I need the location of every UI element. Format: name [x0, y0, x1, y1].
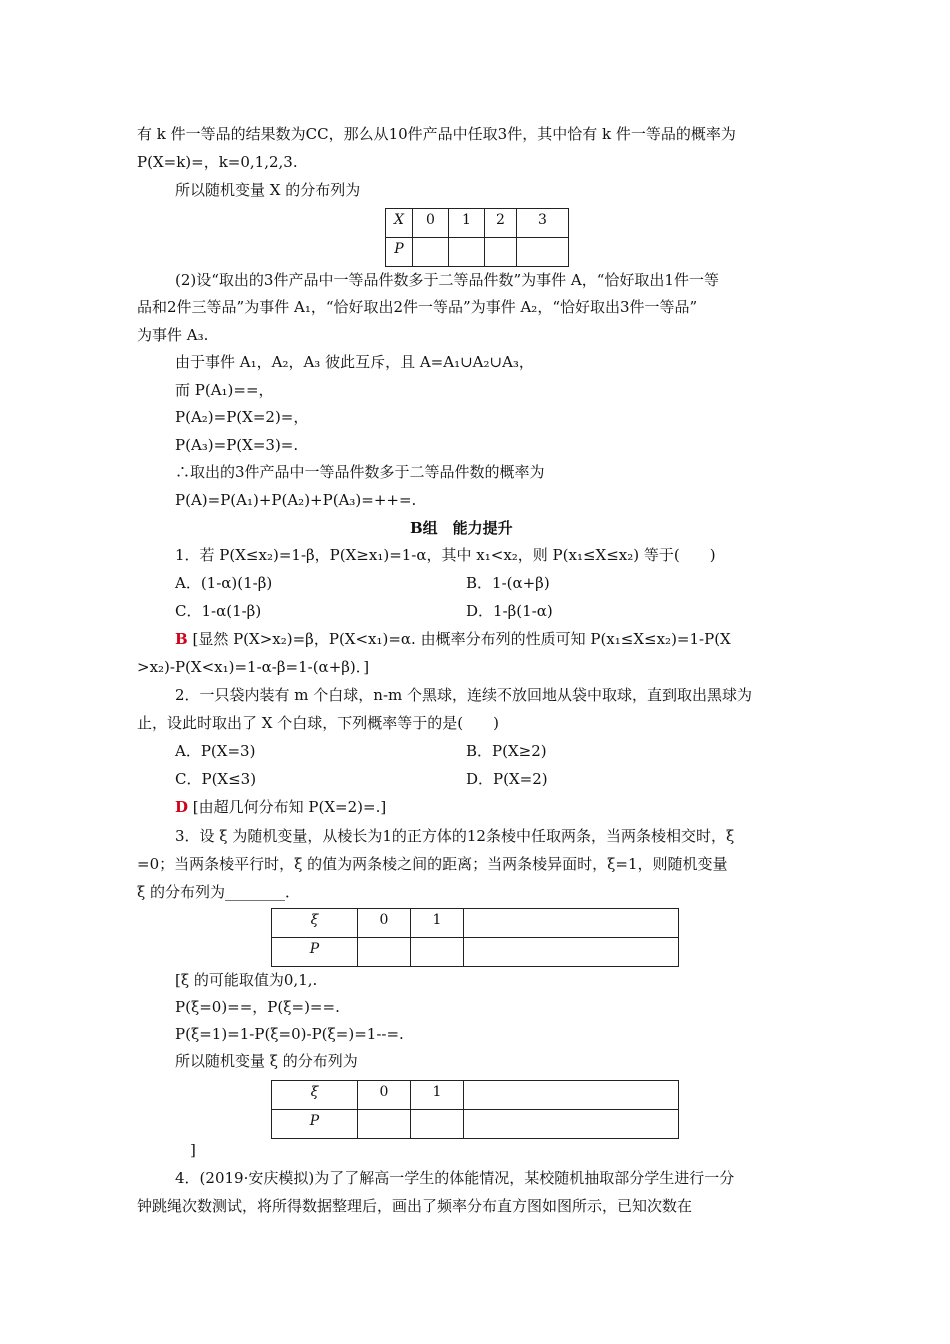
table-header-cell: 0: [413, 209, 449, 238]
table-cell: [517, 238, 569, 267]
question-stem: =0；当两条棱平行时，ξ 的值为两条棱之间的距离；当两条棱异面时，ξ=1，则随机变量: [137, 855, 728, 873]
distribution-table-x: [385, 208, 569, 267]
text-line: 由于事件 A₁，A₂，A₃ 彼此互斥，且 A=A₁∪A₂∪A₃，: [175, 353, 534, 371]
option-b: B．1-(α+β): [466, 574, 550, 592]
explanation-text: >x₂)-P(X<x₁)=1-α-β=1-(α+β)．]: [137, 658, 370, 676]
text-line: 有 k 件一等品的结果数为CC，那么从10件产品中任取3件，其中恰有 k 件一等品的概率为: [137, 125, 736, 143]
answer-letter: B: [175, 630, 188, 648]
distribution-table-xi: [271, 908, 679, 967]
answer-letter: D: [175, 798, 189, 816]
answer-line: [175, 797, 386, 817]
question-stem: ξ 的分布列为________．: [137, 883, 301, 901]
table-cell: [411, 1110, 464, 1139]
question-stem: 2．一只袋内装有 m 个白球，n-m 个黑球，连续不放回地从袋中取球，直到取出黑球为: [175, 686, 753, 704]
table-cell: P: [386, 238, 413, 267]
table-header-cell: 1: [449, 209, 485, 238]
option-a: A．P(X=3): [175, 742, 256, 760]
table-header-cell: 1: [411, 909, 464, 938]
text-line: P(A)=P(A₁)+P(A₂)+P(A₃)=++=.: [175, 491, 417, 509]
distribution-table-xi-answer: [271, 1080, 679, 1139]
text-line: 所以随机变量 X 的分布列为: [175, 181, 361, 199]
option-d: D．1-β(1-α): [466, 602, 553, 620]
table-header-cell: ξ: [272, 1081, 358, 1110]
table-cell: P: [272, 938, 358, 967]
table-cell: [358, 1110, 411, 1139]
table-header-cell: [464, 1081, 679, 1110]
option-b: B．P(X≥2): [466, 742, 547, 760]
table-cell: [485, 238, 517, 267]
question-stem: 4．(2019·安庆模拟)为了了解高一学生的体能情况，某校随机抽取部分学生进行一分: [175, 1169, 735, 1187]
text-line: 而 P(A₁)==，: [175, 381, 274, 399]
table-cell: [449, 238, 485, 267]
table-cell: [413, 238, 449, 267]
explanation-text: [显然 P(X>x₂)=β，P(X<x₁)=α. 由概率分布列的性质可知 P(x₁≤X≤x₂)=1-P(X: [192, 630, 731, 648]
table-header-cell: [464, 909, 679, 938]
text-line: P(A₃)=P(X=3)=.: [175, 436, 299, 454]
text-line: (2)设“取出的3件产品中一等品件数多于二等品件数”为事件 A，“恰好取出1件一等: [175, 271, 719, 289]
table-header-cell: 0: [358, 909, 411, 938]
text-line: P(A₂)=P(X=2)=，: [175, 408, 309, 426]
table-header-cell: 1: [411, 1081, 464, 1110]
question-stem: 止，设此时取出了 X 个白球，下列概率等于的是( ): [137, 714, 499, 732]
answer-line: [175, 629, 731, 649]
table-cell: [411, 938, 464, 967]
option-c: C．1-α(1-β): [175, 602, 262, 620]
explanation-text: P(ξ=0)==，P(ξ=)==.: [175, 998, 340, 1016]
question-stem: 钟跳绳次数测试，将所得数据整理后，画出了频率分布直方图如图所示，已知次数在: [137, 1197, 693, 1215]
table-cell: P: [272, 1110, 358, 1139]
option-a: A．(1-α)(1-β): [175, 574, 273, 592]
table-header-cell: X: [386, 209, 413, 238]
explanation-text: P(ξ=1)=1-P(ξ=0)-P(ξ=)=1--=.: [175, 1025, 404, 1043]
option-c: C．P(X≤3): [175, 770, 257, 788]
explanation-text: [ξ 的可能取值为0,1,.: [175, 971, 318, 989]
table-cell: [358, 938, 411, 967]
table-header-cell: 3: [517, 209, 569, 238]
option-d: D．P(X=2): [466, 770, 548, 788]
table-cell: [464, 1110, 679, 1139]
question-stem: 3．设 ξ 为随机变量，从棱长为1的正方体的12条棱中任取两条，当两条棱相交时，ξ: [175, 827, 735, 845]
table-header-cell: ξ: [272, 909, 358, 938]
explanation-text: [由超几何分布知 P(X=2)=.]: [192, 798, 387, 816]
text-line: 品和2件三等品”为事件 A₁，“恰好取出2件一等品”为事件 A₂，“恰好取出3件一等品”: [137, 298, 698, 316]
text-line: 为事件 A₃.: [137, 326, 209, 344]
text-line: P(X=k)=，k=0,1,2,3.: [137, 153, 298, 171]
explanation-text: 所以随机变量 ξ 的分布列为: [175, 1052, 358, 1070]
question-stem: 1．若 P(X≤x₂)=1-β，P(X≥x₁)=1-α，其中 x₁<x₂，则 P(x₁≤X≤x₂) 等于( ): [175, 546, 716, 564]
table-header-cell: 2: [485, 209, 517, 238]
closing-bracket: ]: [190, 1141, 196, 1159]
section-heading: B组 能力提升: [410, 519, 513, 537]
table-header-cell: 0: [358, 1081, 411, 1110]
table-cell: [464, 938, 679, 967]
text-line: ∴取出的3件产品中一等品件数多于二等品件数的概率为: [175, 463, 545, 481]
